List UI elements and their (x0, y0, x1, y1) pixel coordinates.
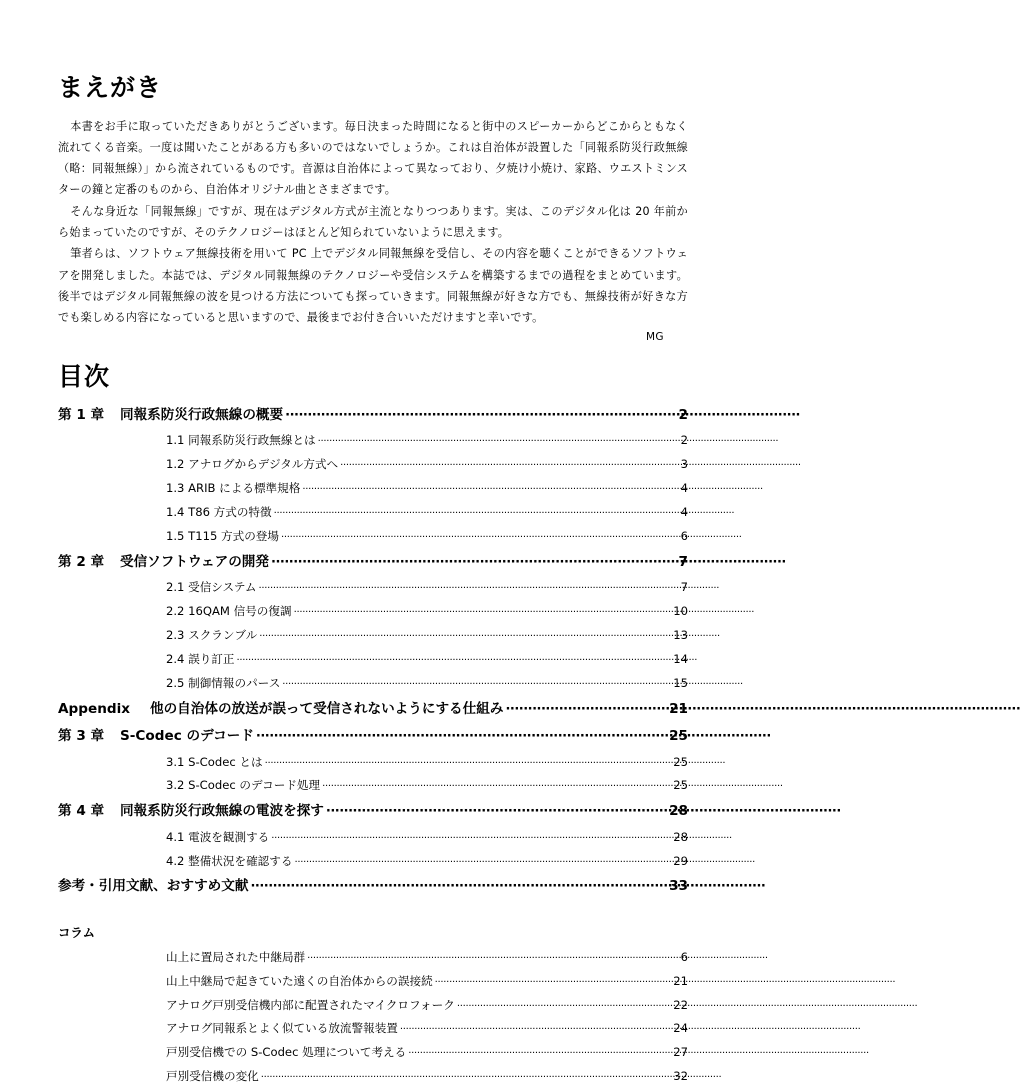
dot-leader (294, 850, 666, 874)
dot-leader (400, 1017, 666, 1041)
preface-paragraph-2: そんな身近な「同報無線」ですが、現在はデジタル方式が主流となりつつあります。実は、このデジタル化は 20 年前から始まっていたのですが、そのテクノロジーはほとんど知られていないように思えます。 (58, 204, 688, 239)
dot-leader (457, 994, 666, 1018)
toc-entry-title: 参考・引用文献、おすすめ文献 (58, 878, 249, 895)
toc-list (58, 402, 688, 901)
toc-entry-page: 4 (680, 481, 688, 496)
dot-leader (259, 576, 666, 600)
toc-entry-page: 10 (673, 604, 688, 619)
column-entry-label (166, 946, 305, 970)
dot-leader (271, 826, 666, 850)
preface-paragraph-1: 本書をお手に取っていただきありがとうございます。毎日決まった時間になると街中のスピーカーからどこからともなく流れてくる音楽。一度は聞いたことがある方も多いのではないでしょうか。これは自治体が設置した「同報系防災行政無線（略：同報無線）」から流されているものです。音源は自治体によって異なっており、夕焼け小焼け、家路、ウエストミンスターの鐘と定番のものから、自治体オリジナル曲とさまざまです。 (58, 119, 688, 197)
dot-leader (435, 970, 666, 994)
toc-entry-label (166, 477, 300, 501)
toc-entry[interactable] (58, 850, 688, 874)
toc-entry[interactable] (58, 723, 688, 750)
dot-leader (408, 1041, 666, 1065)
column-entry-title: アナログ同報系とよく似ている放流警報装置 (166, 1021, 398, 1036)
toc-entry-label (166, 429, 316, 453)
toc-entry-title: 2.3 スクランブル (166, 628, 258, 642)
toc-entry-number: 第 1 章 (58, 406, 105, 423)
dot-leader (256, 723, 660, 750)
column-entry-label (166, 1017, 398, 1041)
toc-entry-label (166, 624, 257, 648)
dot-leader (294, 600, 666, 624)
toc-entry[interactable] (58, 624, 688, 648)
toc-entry-page: 28 (669, 803, 688, 820)
toc-heading: 目次 (58, 362, 111, 392)
toc-entry-title: 4.1 電波を観測する (166, 829, 270, 844)
toc-entry[interactable] (58, 826, 688, 850)
dot-leader (250, 873, 660, 900)
dot-leader (340, 453, 666, 477)
toc-entry-page: 6 (680, 528, 688, 543)
column-entry-label (166, 1041, 406, 1065)
toc-entry-page: 3 (680, 457, 688, 472)
toc-entry[interactable] (58, 648, 688, 672)
toc-entry-label (166, 751, 263, 775)
column-entry-page: 22 (673, 997, 688, 1012)
column-entry-page: 27 (673, 1045, 688, 1060)
dot-leader (281, 525, 666, 549)
toc-entry-page: 25 (673, 754, 688, 769)
toc-entry-label (166, 672, 280, 696)
toc-entry[interactable] (58, 402, 688, 429)
toc-entry-page: 15 (673, 675, 688, 690)
toc-entry[interactable] (58, 501, 688, 525)
toc-entry-page: 7 (678, 553, 688, 570)
dot-leader (237, 648, 667, 672)
toc-entry-label (58, 549, 269, 576)
column-entry[interactable] (58, 994, 688, 1018)
preface-section (58, 74, 688, 343)
toc-entry-title: 1.4 T86 方式の特徴 (166, 505, 272, 520)
dot-leader (259, 624, 666, 648)
toc-entry-label (58, 402, 283, 429)
toc-entry[interactable] (58, 873, 688, 900)
toc-entry[interactable] (58, 672, 688, 696)
toc-entry[interactable] (58, 549, 688, 576)
column-entry-label (166, 994, 455, 1018)
toc-entry-title: 1.1 同報系防災行政無線とは (166, 433, 316, 448)
toc-entry-label (166, 576, 257, 600)
dot-leader (322, 774, 666, 798)
dot-leader (282, 672, 666, 696)
dot-leader (285, 402, 660, 429)
column-entry-title: アナログ戸別受信機内部に配置されたマイクロフォーク (166, 997, 455, 1012)
column-entry-title: 戸別受信機の変化 (166, 1069, 259, 1084)
toc-entry-page: 7 (680, 580, 688, 595)
column-entry[interactable] (58, 970, 688, 994)
column-heading: コラム (58, 924, 96, 940)
toc-entry-title: 3.2 S-Codec のデコード処理 (166, 778, 321, 793)
toc-entry-label (166, 501, 272, 525)
column-entry[interactable] (58, 1017, 688, 1041)
column-section (58, 923, 688, 1089)
column-entry-title: 山上中継局で起きていた遠くの自治体からの誤接続 (166, 973, 433, 988)
toc-entry-number: 第 4 章 (58, 803, 105, 820)
dot-leader (271, 549, 660, 576)
toc-entry-page: 25 (673, 778, 688, 793)
toc-entry-label (58, 723, 254, 750)
toc-entry[interactable] (58, 576, 688, 600)
toc-entry-number: 第 2 章 (58, 553, 105, 570)
toc-entry-label (166, 648, 235, 672)
toc-entry-label (166, 850, 292, 874)
toc-entry[interactable] (58, 525, 688, 549)
toc-entry-label (166, 453, 338, 477)
toc-entry-title: 3.1 S-Codec とは (166, 754, 263, 769)
toc-entry-page: 25 (669, 728, 688, 745)
toc-entry-label (58, 696, 503, 723)
toc-entry-title: S-Codec のデコード (120, 728, 254, 745)
column-entry-page: 32 (673, 1069, 688, 1084)
toc-entry-label (166, 600, 292, 624)
toc-entry[interactable] (58, 696, 688, 723)
toc-entry-label (58, 873, 248, 900)
toc-entry[interactable] (58, 774, 688, 798)
dot-leader (307, 946, 666, 970)
column-entry-page: 6 (680, 949, 688, 964)
toc-entry-title: 4.2 整備状況を確認する (166, 853, 293, 868)
column-entry-page: 24 (673, 1021, 688, 1036)
toc-entry[interactable] (58, 751, 688, 775)
toc-entry-title: 2.5 制御情報のパース (166, 675, 281, 690)
column-entry[interactable] (58, 946, 688, 970)
column-entry-label (166, 970, 433, 994)
toc-entry-title: 同報系防災行政無線の概要 (120, 406, 284, 423)
author-signature: MG (645, 331, 664, 344)
toc-entry-label (58, 798, 324, 825)
toc-entry-title: 1.2 アナログからデジタル方式へ (166, 457, 339, 472)
column-entry-title: 戸別受信機での S-Codec 処理について考える (166, 1045, 407, 1060)
toc-entry-page: 2 (678, 406, 688, 423)
toc-entry-page: 33 (669, 878, 688, 895)
toc-entry[interactable] (58, 600, 688, 624)
dot-leader (274, 501, 666, 525)
toc-entry-label (166, 774, 320, 798)
toc-entry-label (166, 826, 269, 850)
column-list (58, 946, 688, 1089)
toc-entry-page: 13 (673, 628, 688, 642)
dot-leader (265, 751, 666, 775)
toc-entry-title: 2.2 16QAM 信号の復調 (166, 604, 292, 619)
column-entry[interactable] (58, 1065, 688, 1089)
toc-entry-page: 28 (673, 829, 688, 844)
toc-entry-page: 14 (673, 651, 688, 666)
dot-leader (505, 696, 660, 723)
toc-entry-label (166, 525, 279, 549)
toc-entry[interactable] (58, 477, 688, 501)
toc-entry[interactable] (58, 429, 688, 453)
toc-entry-title: 2.1 受信システム (166, 580, 257, 595)
toc-entry-page: 29 (673, 853, 688, 868)
toc-entry-number: Appendix (58, 700, 131, 717)
toc-entry-title: 1.5 T115 方式の登場 (166, 528, 279, 543)
dot-leader (302, 477, 666, 501)
toc-entry-page: 4 (680, 505, 688, 520)
toc-entry-title: 他の自治体の放送が誤って受信されないようにする仕組み (150, 700, 504, 717)
column-entry-title: 山上に置局された中継局群 (166, 949, 306, 964)
toc-entry[interactable] (58, 798, 688, 825)
preface-heading: まえがき (58, 73, 163, 102)
toc-entry-title: 1.3 ARIB による標準規格 (166, 481, 301, 496)
dot-leader (261, 1065, 666, 1089)
toc-entry-number: 第 3 章 (58, 728, 105, 745)
toc-entry-page: 21 (669, 700, 688, 717)
column-entry-page: 21 (673, 973, 688, 988)
toc-entry-title: 同報系防災行政無線の電波を探す (120, 803, 324, 820)
column-entry-label (166, 1065, 259, 1089)
dot-leader (326, 798, 660, 825)
dot-leader (318, 429, 666, 453)
preface-paragraph-3: 筆者らは、ソフトウェア無線技術を用いて PC 上でデジタル同報無線を受信し、その内容を聴くことができるソフトウェアを開発しました。本誌では、デジタル同報無線のテクノロジーや受信システムを構築するまでの過程をまとめています。後半ではデジタル同報無線の波を見つける方法についても探っていきます。同報無線が好きな方でも、無線技術が好きな方でも楽しめる内容になっていると思いますので、最後までお付き合いいただけますと幸いです。 (58, 247, 688, 325)
toc-entry-title: 受信ソフトウェアの開発 (120, 553, 269, 570)
column-entry[interactable] (58, 1041, 688, 1065)
table-of-contents (58, 363, 688, 900)
toc-entry-page: 2 (680, 433, 688, 448)
toc-entry-title: 2.4 誤り訂正 (166, 651, 235, 666)
toc-entry[interactable] (58, 453, 688, 477)
